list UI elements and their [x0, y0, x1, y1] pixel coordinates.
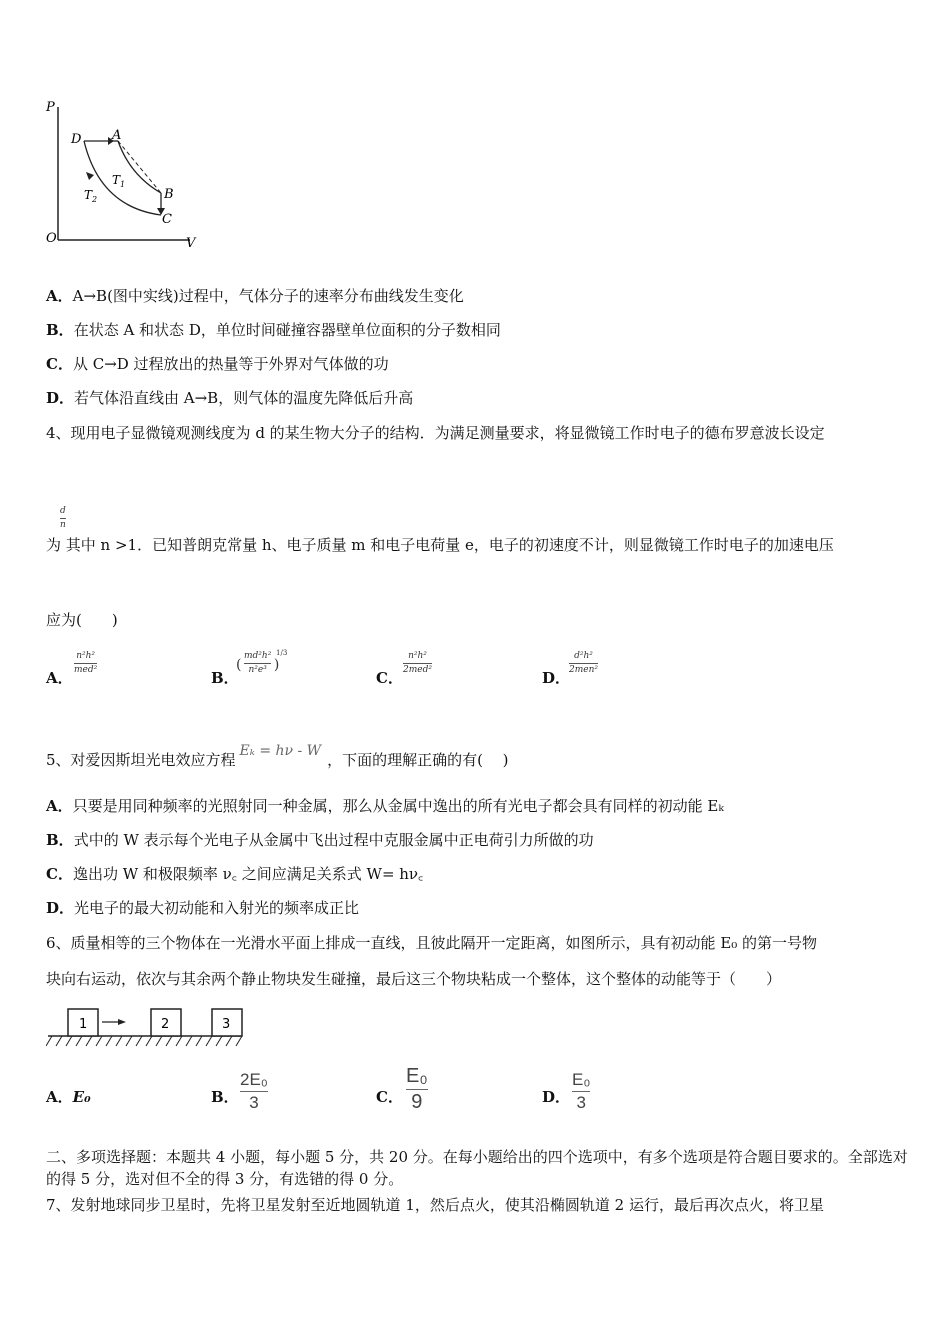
q4-line1: 4、现用电子显微镜观测线度为 d 的某生物大分子的结构．为满足测量要求，将显微镜工作时电子的德布罗意波长设定	[46, 424, 825, 442]
q4-wavelength-fraction: d n	[60, 506, 66, 530]
q6-option-d: D．	[542, 1088, 571, 1106]
block-3-label: 3	[222, 1017, 231, 1032]
arrow-c-d	[86, 172, 94, 180]
q6-option-d-fraction: E₀ 3	[572, 1070, 591, 1112]
q6-option-b-fraction: 2E₀ 3	[240, 1070, 268, 1112]
q4-option-c-fraction: n²h² 2med²	[403, 651, 432, 675]
q4-line2: 为 其中 n >1．已知普朗克常量 h、电子质量 m 和电子电荷量 e，电子的初速度不计，则显微镜工作时电子的加速电压	[46, 536, 834, 554]
q4-option-d: D．	[542, 669, 571, 687]
q6-option-c-fraction: E₀ 9	[406, 1065, 428, 1113]
q6-option-a: A．E₀	[46, 1088, 91, 1106]
ground-hatch	[46, 1036, 242, 1046]
q4-option-b-exponent: 1/3	[276, 649, 288, 657]
velocity-arrow-head	[118, 1019, 126, 1025]
q3-option-a: A．A→B(图中实线)过程中，气体分子的速率分布曲线发生变化	[46, 287, 464, 305]
q6-line2: 块向右运动，依次与其余两个静止物块发生碰撞，最后这三个物块粘成一个整体，这个整体的动能等于（ ）	[46, 970, 782, 988]
origin-label: O	[46, 231, 57, 246]
q5-option-a: A．只要是用同种频率的光照射同一种金属，那么从金属中逸出的所有光电子都会具有同样的初动能 Eₖ	[46, 797, 724, 815]
block-2-label: 2	[161, 1017, 170, 1032]
q4-option-d-fraction: d²h² 2men²	[569, 651, 598, 675]
q3-option-c: C．从 C→D 过程放出的热量等于外界对气体做的功	[46, 355, 389, 373]
label-a: A	[112, 128, 122, 143]
v-axis-label: V	[186, 236, 196, 251]
q4-line3: 应为( )	[46, 611, 118, 629]
q6-option-b: B．	[211, 1088, 239, 1106]
label-t2: $T_2$	[84, 188, 98, 204]
q6-option-c: C．	[376, 1088, 403, 1106]
block-1-label: 1	[79, 1017, 88, 1032]
q4-option-c: C．	[376, 669, 403, 687]
label-b: B	[164, 187, 174, 202]
q4-option-a-fraction: n²h² med²	[74, 651, 98, 675]
q5-option-b: B．式中的 W 表示每个光电子从金属中飞出过程中克服金属中正电荷引力所做的功	[46, 831, 594, 849]
p-axis-label: P	[46, 100, 55, 115]
q7-line1: 7、发射地球同步卫星时，先将卫星发射至近地圆轨道 1，然后点火，使其沿椭圆轨道 2 运行，最后再次点火，将卫星	[46, 1196, 824, 1214]
label-d: D	[71, 132, 82, 147]
blocks-diagram	[46, 1003, 246, 1051]
q4-option-b: B．	[211, 669, 239, 687]
q5-stem: 5、对爱因斯坦光电效应方程 Eₖ = hν - W ，下面的理解正确的有( )	[46, 743, 509, 769]
section-2-instructions: 二、多项选择题：本题共 4 小题，每小题 5 分，共 20 分。在每小题给出的四个选项中，有多个选项是符合题目要求的。全部选对的得 5 分，选对但不全的得 3 分，有选错的得 0 分。	[46, 1148, 908, 1188]
q6-line1: 6、质量相等的三个物体在一光滑水平面上排成一直线，且彼此隔开一定距离，如图所示，具有初动能 E₀ 的第一号物	[46, 934, 818, 952]
q3-option-b: B．在状态 A 和状态 D，单位时间碰撞容器壁单位面积的分子数相同	[46, 321, 501, 339]
label-c: C	[162, 212, 172, 227]
q3-option-d: D．若气体沿直线由 A→B，则气体的温度先降低后升高	[46, 389, 414, 407]
q5-equation: Eₖ = hν - W	[239, 743, 322, 759]
q5-option-d: D．光电子的最大初动能和入射光的频率成正比	[46, 899, 360, 917]
pv-diagram	[40, 95, 210, 255]
q4-option-b-fraction: ( md²h² n²e³ ) 1/3	[236, 649, 288, 675]
label-t1: $T_1$	[112, 173, 126, 189]
q4-option-a: A．	[46, 669, 73, 687]
q5-option-c: C．逸出功 W 和极限频率 ν꜀ 之间应满足关系式 W= hν꜀	[46, 865, 424, 883]
